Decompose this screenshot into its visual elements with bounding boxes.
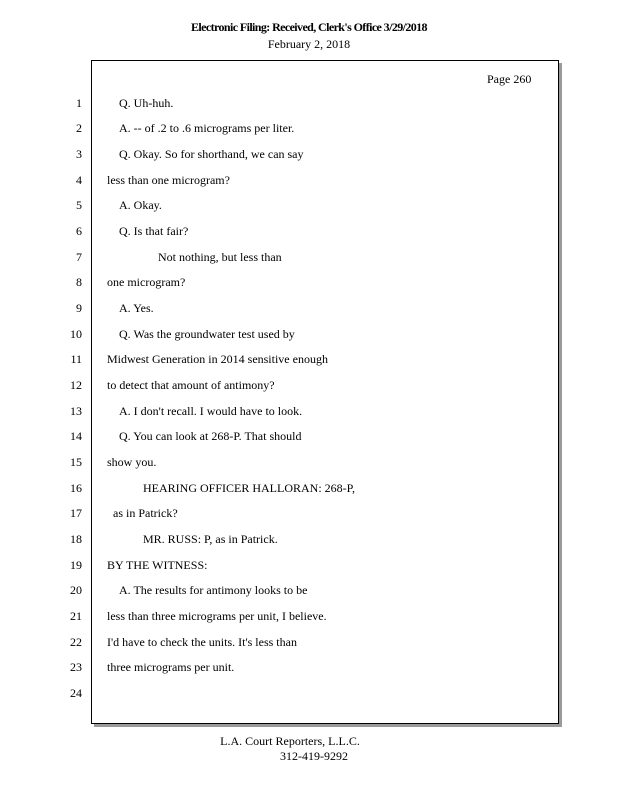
line-number: 7 — [76, 250, 82, 264]
reporter-phone: 312-419-9292 — [280, 749, 348, 763]
line-number: 4 — [76, 173, 82, 187]
transcript-line: A. The results for antimony looks to be — [119, 583, 308, 597]
line-number: 6 — [76, 224, 82, 238]
transcript-line: to detect that amount of antimony? — [107, 378, 275, 392]
line-number: 24 — [70, 686, 82, 700]
line-number: 17 — [70, 506, 82, 520]
page-number: Page 260 — [487, 72, 532, 86]
line-number: 10 — [70, 327, 82, 341]
transcript-line: A. I don't recall. I would have to look. — [119, 404, 303, 418]
transcript-line: Not nothing, but less than — [158, 250, 282, 264]
transcript-line: A. Okay. — [119, 198, 162, 212]
transcript-line: BY THE WITNESS: — [107, 558, 208, 572]
line-number: 14 — [70, 429, 82, 443]
transcript-line: less than three micrograms per unit, I believe. — [107, 609, 327, 623]
filing-stamp: Electronic Filing: Received, Clerk's Office 3/29/2018 — [191, 20, 427, 34]
transcript-line: MR. RUSS: P, as in Patrick. — [143, 532, 278, 546]
transcript-line: Q. Is that fair? — [119, 224, 189, 238]
transcript-line: Midwest Generation in 2014 sensitive enough — [107, 352, 328, 366]
transcript-line: three micrograms per unit. — [107, 660, 235, 674]
transcript-line: Q. Was the groundwater test used by — [119, 327, 295, 341]
transcript-line: Q. Okay. So for shorthand, we can say — [119, 147, 304, 161]
line-number: 15 — [70, 455, 82, 469]
transcript-line: I'd have to check the units. It's less than — [107, 635, 297, 649]
line-number: 18 — [70, 532, 82, 546]
transcript-line: A. -- of .2 to .6 micrograms per liter. — [119, 121, 295, 135]
transcript-line: less than one microgram? — [107, 173, 230, 187]
line-number: 21 — [70, 609, 82, 623]
transcript-date: February 2, 2018 — [267, 37, 351, 51]
line-number: 19 — [70, 558, 82, 572]
line-number: 5 — [76, 198, 82, 212]
line-number: 20 — [70, 583, 82, 597]
transcript-line: show you. — [107, 455, 157, 469]
transcript-line: as in Patrick? — [113, 506, 178, 520]
line-number: 16 — [70, 481, 82, 495]
transcript-line: HEARING OFFICER HALLORAN: 268-P, — [143, 481, 356, 495]
line-number: 23 — [70, 660, 82, 674]
reporter-company: L.A. Court Reporters, L.L.C. — [220, 734, 360, 748]
line-number: 1 — [76, 96, 82, 110]
line-number: 22 — [70, 635, 82, 649]
transcript-line: Q. Uh-huh. — [119, 96, 174, 110]
line-number: 11 — [70, 352, 82, 366]
line-number: 12 — [70, 378, 82, 392]
transcript-line: one microgram? — [107, 275, 186, 289]
line-number: 9 — [76, 301, 82, 315]
line-number: 3 — [76, 147, 82, 161]
line-number: 13 — [70, 404, 82, 418]
transcript-line: Q. You can look at 268-P. That should — [119, 429, 302, 443]
line-number: 8 — [76, 275, 82, 289]
line-number: 2 — [76, 121, 82, 135]
transcript-line: A. Yes. — [119, 301, 154, 315]
